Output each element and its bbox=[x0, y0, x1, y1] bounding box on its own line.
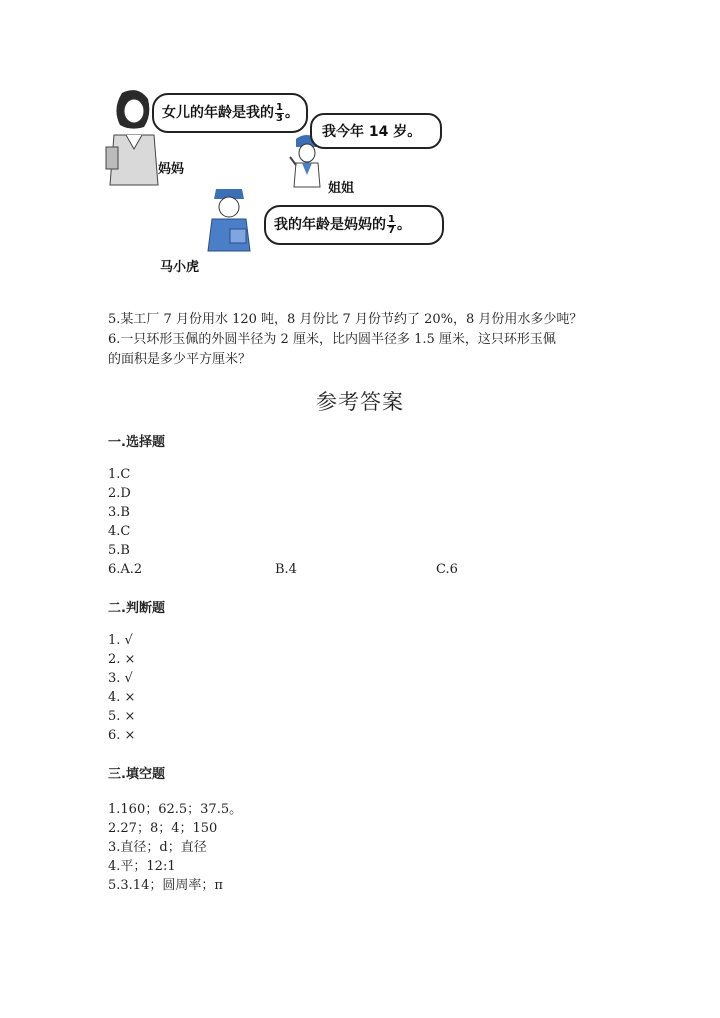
section-1-answer-4: 4.C bbox=[108, 524, 131, 539]
section-1-heading: 一.选择题 bbox=[108, 435, 165, 450]
section-3-heading: 三.填空题 bbox=[108, 767, 165, 782]
section-1-answer-6-a: 6.A.2 bbox=[108, 562, 143, 577]
question-5: 5.某工厂 7 月份用水 120 吨，8 月份比 7 月份节约了 20%，8 月份用水多少吨？ bbox=[108, 312, 583, 327]
section-3-answer-1: 1.160；62.5；37.5。 bbox=[108, 802, 243, 817]
section-3-answer-3: 3.直径；d；直径 bbox=[108, 840, 207, 855]
mom-label: 妈妈 bbox=[158, 162, 185, 177]
question-6-line-2: 的面积是多少平方厘米？ bbox=[108, 352, 252, 367]
section-1-answer-1: 1.C bbox=[108, 467, 131, 482]
boy-speech-post: 。 bbox=[396, 217, 411, 233]
section-2-answer-4: 4. × bbox=[108, 690, 136, 705]
section-2-answer-6: 6. × bbox=[108, 728, 136, 743]
answers-title: 参考答案 bbox=[316, 390, 404, 414]
mom-speech bbox=[162, 102, 299, 124]
section-1-answer-2: 2.D bbox=[108, 486, 131, 501]
section-1-answer-5: 5.B bbox=[108, 543, 130, 558]
boy-speech bbox=[274, 214, 411, 236]
section-2-answer-1: 1. √ bbox=[108, 633, 133, 648]
mom-speech-post: 。 bbox=[284, 105, 299, 121]
sister-speech: 我今年 14 岁。 bbox=[322, 124, 422, 140]
section-3-answer-4: 4.平；12:1 bbox=[108, 859, 176, 874]
section-3-answer-5: 5.3.14；圆周率；π bbox=[108, 878, 223, 893]
mom-speech-pre: 女儿的年龄是我的 bbox=[162, 105, 274, 121]
section-1-answer-6-b: B.4 bbox=[275, 562, 297, 577]
question-6-line-1: 6.一只环形玉佩的外圆半径为 2 厘米，比内圆半径多 1.5 厘米，这只环形玉佩 bbox=[108, 332, 556, 347]
illustration bbox=[100, 85, 450, 285]
section-1-answer-6-c: C.6 bbox=[436, 562, 458, 577]
section-2-answer-5: 5. × bbox=[108, 709, 136, 724]
section-2-heading: 二.判断题 bbox=[108, 601, 165, 616]
section-2-answer-3: 3. √ bbox=[108, 671, 133, 686]
boy-speech-pre: 我的年龄是妈妈的 bbox=[274, 217, 386, 233]
section-1-answer-3: 3.B bbox=[108, 505, 130, 520]
mom-fraction: $\frac{1}{3}$ bbox=[276, 101, 283, 124]
boy-fraction: $\frac{1}{7}$ bbox=[388, 213, 395, 236]
boy-label: 马小虎 bbox=[160, 260, 200, 275]
mom-figure bbox=[100, 85, 160, 190]
section-3-answer-2: 2.27；8；4；150 bbox=[108, 821, 218, 836]
sister-label: 姐姐 bbox=[328, 181, 355, 196]
section-2-answer-2: 2. × bbox=[108, 652, 136, 667]
boy-figure bbox=[204, 185, 254, 253]
